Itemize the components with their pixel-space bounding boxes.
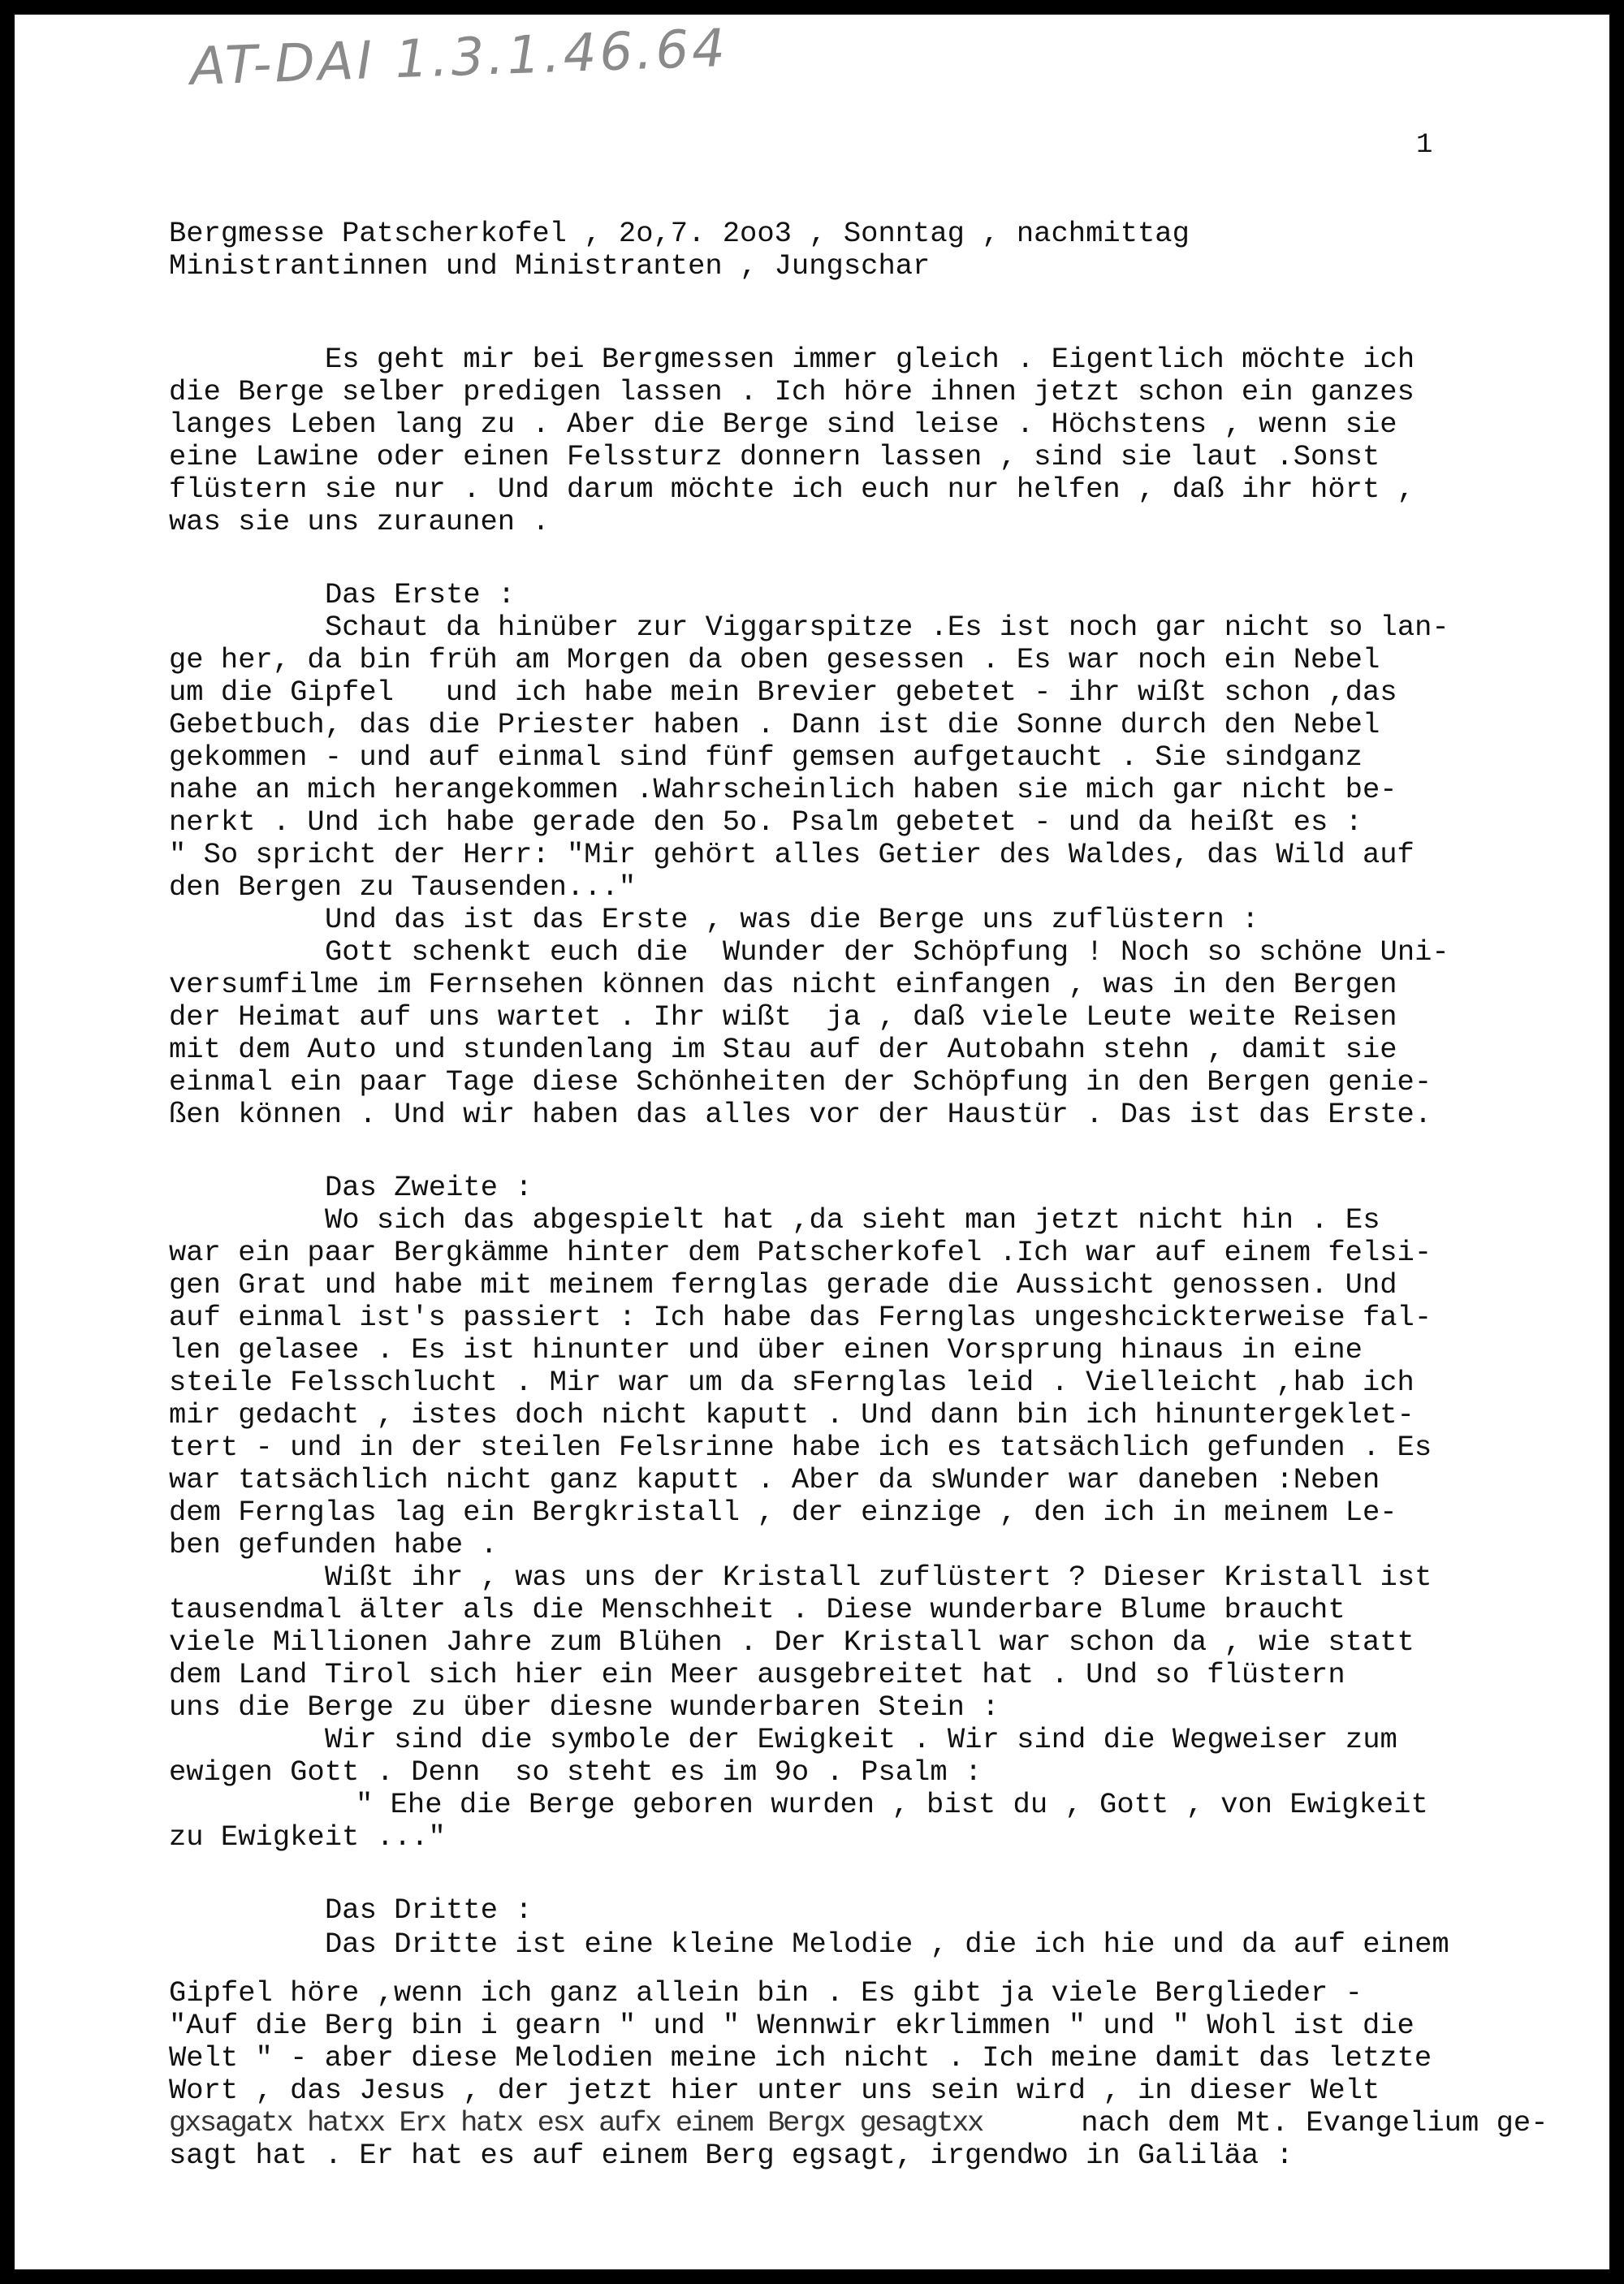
section-heading: Das Erste : bbox=[325, 578, 516, 611]
text-line: langes Leben lang zu . Aber die Berge sind leise . Höchstens , wenn sie bbox=[169, 408, 1397, 441]
text-line: len gelasee . Es ist hinunter und über einen Vorsprung hinaus in eine bbox=[169, 1333, 1363, 1367]
text-line: viele Millionen Jahre zum Blühen . Der Kristall war schon da , wie statt bbox=[169, 1626, 1415, 1659]
text-line: um die Gipfel und ich habe mein Brevier gebetet - ihr wißt schon ,das bbox=[169, 676, 1397, 709]
text-line: gen Grat und habe mit meinem fernglas gerade die Aussicht genossen. Und bbox=[169, 1268, 1397, 1302]
text-line: nach dem Mt. Evangelium ge- bbox=[1064, 2106, 1548, 2139]
text-line: tert - und in der steilen Felsrinne habe ich es tatsächlich gefunden . Es bbox=[169, 1431, 1432, 1464]
text-line: " So spricht der Herr: "Mir gehört alles Getier des Waldes, das Wild auf bbox=[169, 838, 1415, 871]
text-line: dem Land Tirol sich hier ein Meer ausgebreitet hat . Und so flüstern bbox=[169, 1658, 1345, 1691]
page-number: 1 bbox=[1416, 130, 1433, 161]
text-line: auf einmal ist's passiert : Ich habe das Fernglas ungeshcickterweise fal- bbox=[169, 1301, 1432, 1334]
text-line: der Heimat auf uns wartet . Ihr wißt ja , daß viele Leute weite Reisen bbox=[169, 1000, 1397, 1034]
text-line: ßen können . Und wir haben das alles vor der Haustür . Das ist das Erste. bbox=[169, 1098, 1432, 1131]
archive-stamp: AT-DAI 1.3.1.46.64 bbox=[189, 18, 730, 97]
document-body bbox=[15, 15, 1609, 2269]
text-line: Und das ist das Erste , was die Berge uns zuflüstern : bbox=[325, 903, 1259, 936]
text-line: Gott schenkt euch die Wunder der Schöpfung ! Noch so schöne Uni- bbox=[325, 935, 1449, 969]
text-line: was sie uns zuraunen . bbox=[169, 505, 550, 538]
text-line: den Bergen zu Tausenden..." bbox=[169, 870, 637, 904]
text-line: Gebetbuch, das die Priester haben . Dann ist die Sonne durch den Nebel bbox=[169, 708, 1380, 741]
quote-line: zu Ewigkeit ..." bbox=[169, 1820, 446, 1854]
section-heading: Das Dritte : bbox=[325, 1893, 533, 1927]
text-line: Wo sich das abgespielt hat ,da sieht man jetzt nicht hin . Es bbox=[325, 1203, 1380, 1237]
text-line: mir gedacht , istes doch nicht kaputt . Und dann bin ich hinuntergeklet- bbox=[169, 1398, 1415, 1431]
text-line: ge her, da bin früh am Morgen da oben gesessen . Es war noch ein Nebel bbox=[169, 643, 1380, 676]
header-line: Ministrantinnen und Ministranten , Jungschar bbox=[169, 249, 931, 283]
text-line: Wort , das Jesus , der jetzt hier unter uns sein wird , in dieser Welt bbox=[169, 2074, 1380, 2107]
text-line: gekommen - und auf einmal sind fünf gemsen aufgetaucht . Sie sindganz bbox=[169, 740, 1363, 774]
text-line: Wir sind die symbole der Ewigkeit . Wir sind die Wegweiser zum bbox=[325, 1723, 1397, 1756]
text-line: Es geht mir bei Bergmessen immer gleich . Eigentlich möchte ich bbox=[325, 343, 1415, 376]
header-line: Bergmesse Patscherkofel , 2o,7. 2oo3 , Sonntag , nachmittag bbox=[169, 217, 1190, 250]
text-line: war tatsächlich nicht ganz kaputt . Aber da sWunder war daneben :Neben bbox=[169, 1463, 1380, 1496]
text-line: war ein paar Bergkämme hinter dem Patscherkofel .Ich war auf einem felsi- bbox=[169, 1236, 1432, 1269]
text-line: nerkt . Und ich habe gerade den 5o. Psalm gebetet - und da heißt es : bbox=[169, 805, 1363, 839]
text-line: flüstern sie nur . Und darum möchte ich euch nur helfen , daß ihr hört , bbox=[169, 473, 1415, 506]
text-line: versumfilme im Fernsehen können das nicht einfangen , was in den Bergen bbox=[169, 968, 1397, 1001]
quote-line: " Ehe die Berge geboren wurden , bist du , Gott , von Ewigkeit bbox=[356, 1788, 1428, 1821]
struck-through-text: gxsagatx hatxx Erx hatx esx aufx einem Bergx gesagtxx bbox=[169, 2106, 983, 2139]
text-line: eine Lawine oder einen Felssturz donnern lassen , sind sie laut .Sonst bbox=[169, 440, 1380, 473]
text-line: Das Dritte ist eine kleine Melodie , die ich hie und da auf einem bbox=[325, 1928, 1449, 1961]
text-line: Wißt ihr , was uns der Kristall zuflüstert ? Dieser Kristall ist bbox=[325, 1561, 1432, 1594]
text-line: mit dem Auto und stundenlang im Stau auf der Autobahn stehn , damit sie bbox=[169, 1033, 1397, 1066]
text-line: "Auf die Berg bin i gearn " und " Wennwir ekrlimmen " und " Wohl ist die bbox=[169, 2009, 1415, 2042]
text-line: sagt hat . Er hat es auf einem Berg egsagt, irgendwo in Galiläa : bbox=[169, 2139, 1294, 2172]
text-line: uns die Berge zu über diesne wunderbaren Stein : bbox=[169, 1690, 1000, 1724]
text-line: nahe an mich herangekommen .Wahrscheinlich haben sie mich gar nicht be- bbox=[169, 773, 1397, 806]
text-line: Schaut da hinüber zur Viggarspitze .Es ist noch gar nicht so lan- bbox=[325, 611, 1449, 644]
text-line: dem Fernglas lag ein Bergkristall , der einzige , den ich in meinem Le- bbox=[169, 1496, 1397, 1529]
text-line: einmal ein paar Tage diese Schönheiten der Schöpfung in den Bergen genie- bbox=[169, 1065, 1432, 1099]
text-line: ewigen Gott . Denn so steht es im 9o . Psalm : bbox=[169, 1755, 983, 1789]
section-heading: Das Zweite : bbox=[325, 1171, 533, 1204]
text-line: Gipfel höre ,wenn ich ganz allein bin . Es gibt ja viele Berglieder - bbox=[169, 1976, 1363, 2010]
text-line: steile Felsschlucht . Mir war um da sFernglas leid . Vielleicht ,hab ich bbox=[169, 1366, 1415, 1399]
text-line: ben gefunden habe . bbox=[169, 1528, 498, 1561]
text-line: tausendmal älter als die Menschheit . Diese wunderbare Blume braucht bbox=[169, 1593, 1345, 1626]
document-page bbox=[15, 15, 1609, 2269]
text-line: die Berge selber predigen lassen . Ich höre ihnen jetzt schon ein ganzes bbox=[169, 375, 1415, 408]
text-line: Welt " - aber diese Melodien meine ich nicht . Ich meine damit das letzte bbox=[169, 2041, 1432, 2075]
